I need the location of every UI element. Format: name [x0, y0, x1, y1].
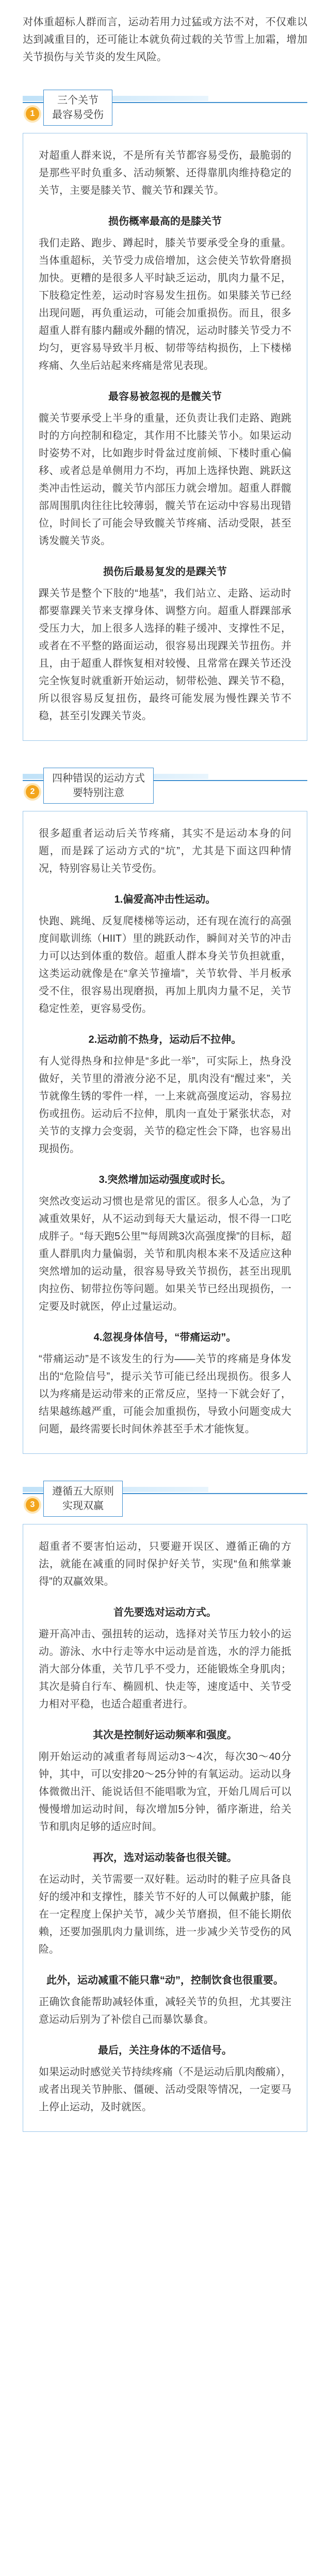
item-body: 如果运动时感觉关节持续疼痛（不是运动后肌肉酸痛），或者出现关节肿胀、僵硬、活动受限等情况，一定要马上停止运动，及时就医。 [39, 2066, 291, 2113]
item-body: 髋关节要承受上半身的重量，还负责让我们走路、跑跳时的方向控制和稳定，其作用不比膝关节小。如果运动时姿势不对，比如跑步时骨盆过度前倾、下楼时重心偏移、或者总是单侧用力不均，再加上选择快跑、跳跃这类冲击性运动，髋关节内部压力就会增加。超重人群髋部周围肌肉往往比较薄弱，髋关节在运动中容易出现错位，时间长了可能会导致髋关节疼痛、活动受限，甚至诱发髋关节炎。 [39, 413, 291, 547]
item-heading: 其次是控制好运动频率和强度。 [93, 1730, 237, 1741]
section-title [43, 1481, 123, 1517]
section-lead: 对超重人群来说，不是所有关节都容易受伤，最脆弱的是那些平时负重多、活动频繁、还得靠肌肉维持稳定的关节，主要是膝关节、髋关节和踝关节。 [39, 150, 291, 196]
section-title-line: 最容易受伤 [52, 109, 104, 121]
section-title-line: 要特别注意 [73, 787, 124, 799]
intro-paragraph: 对体重超标人群而言，运动若用力过猛或方法不对，不仅难以达到减重目的，还可能让本就负荷过载的关节雪上加霜，增加关节损伤与关节炎的发生风险。 [23, 16, 307, 63]
item-body: 刚开始运动的减重者每周运动3～4次，每次30～40分钟，其中，可以安排20～25分钟的有氧运动。运动以身体微微出汗、能说话但不能唱歌为宜，开始几周后可以慢慢增加运动时间，每次增加5分钟，循序渐进，给关节和肌肉足够的适应时间。 [39, 1751, 291, 1833]
section-3-card [23, 1524, 307, 2132]
item-body: 突然改变运动习惯也是常见的雷区。很多人心急，为了减重效果好，从不运动到每天大量运动，恨不得一口吃成胖子。“每天跑5公里”“每周跳3次高强度操”的目标，超重人群肌肉力量偏弱，关节和肌肉根本来不及适应这种突然增加的运动量，很容易导致关节损伤，甚至出现肌肉拉伤、韧带拉伤等问题。如果关节已经出现损伤，一定要及时就医，停止过量运动。 [39, 1196, 291, 1312]
section-title-line: 实现双赢 [62, 1500, 104, 1512]
section-title-line: 遵循五大原则 [52, 1486, 114, 1497]
item-body: 我们走路、跑步、蹲起时，膝关节要承受全身的重量。当体重超标，关节受力成倍增加，这会使关节软骨磨损加快。更糟的是很多人平时缺乏运动，肌肉力量不足，下肢稳定性差，运动时容易发生扭伤。如果膝关节已经出现问题，再负重运动，可能会加重损伤。而且，很多超重人群有膝内翻或外翻的情况，运动时膝关节受力不均匀，更容易导致半月板、韧带等结构损伤，上下楼梯疼痛、久坐后站起来疼痛是常见表现。 [39, 238, 291, 371]
item-heading: 首先要选对运动方式。 [113, 1607, 217, 1618]
item-heading: 损伤概率最高的是膝关节 [108, 216, 222, 227]
section-title-line: 三个关节 [57, 95, 98, 106]
section-title-line: 四种错误的运动方式 [52, 773, 145, 784]
section-number-badge: 1 [26, 107, 39, 121]
item-heading: 损伤后最易复发的是踝关节 [103, 566, 227, 578]
section-lead: 超重者不要害怕运动，只要避开误区、遵循正确的方法，就能在减重的同时保护好关节，实现“鱼和熊掌兼得”的双赢效果。 [39, 1541, 291, 1587]
section-3-header [23, 1468, 307, 1524]
item-heading: 3.突然增加运动强度或时长。 [98, 1174, 232, 1185]
item-body: 正确饮食能帮助减轻体重，减轻关节的负担，尤其要注意运动后别为了补偿自己而暴饮暴食。 [39, 1996, 291, 2025]
item-heading: 2.运动前不热身，运动后不拉伸。 [88, 1034, 242, 1045]
item-body: 有人觉得热身和拉伸是“多此一举”，可实际上，热身没做好，关节里的滑液分泌不足，肌肉没有“醒过来”，关节就像生锈的零件一样，一上来就高强度运动，容易拉伤或扭伤。运动后不拉伸，肌肉一直处于紧张状态，对关节的支撑力会变弱，关节的稳定性会下降，也容易出现损伤。 [39, 1056, 291, 1155]
item-body: 踝关节是整个下肢的“地基”，我们站立、走路、运动时都要靠踝关节来支撑身体、调整方向。超重人群踝部承受压力大，加上很多人选择的鞋子缓冲、支撑性不足，或者在不平整的路面运动，很容易出现踝关节扭伤。并且，由于超重人群恢复相对较慢、且常常在踝关节还没完全恢复时就重新开始运动，韧带松弛、踝关节不稳，所以很容易反复扭伤，最终可能发展为慢性踝关节不稳，甚至引发踝关节炎。 [39, 588, 291, 722]
item-heading: 1.偏爱高冲击性运动。 [114, 894, 216, 905]
section-number-badge: 2 [26, 785, 39, 799]
section-2-header [23, 755, 307, 811]
section-title [43, 90, 112, 126]
section-number-badge: 3 [26, 1498, 39, 1512]
section-2-card [23, 811, 307, 1454]
section-lead: 很多超重者运动后关节疼痛，其实不是运动本身的问题，而是踩了运动方式的“坑”，尤其是下面这四种情况，特别容易让关节受伤。 [39, 828, 291, 874]
section-1-header [23, 77, 307, 133]
item-body: “带痛运动”是不该发生的行为——关节的疼痛是身体发出的“危险信号”，提示关节可能已经出现损伤。很多人以为疼痛是运动带来的正常反应，坚持一下就会好了，结果越练越严重，可能会加重损伤，导致小问题变成大问题，最终需要长时间休养甚至手术才能恢复。 [39, 1353, 291, 1435]
item-heading: 此外，运动减重不能只靠“动”，控制饮食也很重要。 [46, 1975, 284, 1986]
item-body: 避开高冲击、强扭转的运动，选择对关节压力较小的运动。游泳、水中行走等水中运动是首选，水的浮力能抵消大部分体重，关节几乎不受力，还能锻炼全身肌肉；其次是骑自行车、椭圆机、快走等，速度适中、关节受力相对平稳，也适合超重者进行。 [39, 1629, 291, 1710]
item-heading: 最后，关注身体的不适信号。 [98, 2045, 232, 2056]
item-heading: 最容易被忽视的是髋关节 [108, 391, 222, 402]
item-heading: 再次，选对运动装备也很关键。 [93, 1852, 237, 1863]
item-heading: 4.忽视身体信号，“带痛运动”。 [93, 1332, 237, 1343]
item-body: 在运动时，关节需要一双好鞋。运动时的鞋子应具备良好的缓冲和支撑性，膝关节不好的人可以佩戴护膝，能在一定程度上保护关节，减少关节磨损，但不能长期依赖，还要加强肌肉力量训练，进一步减少关节受伤的风险。 [39, 1874, 291, 1955]
section-1-card [23, 133, 307, 741]
section-title [43, 768, 154, 804]
item-body: 快跑、跳绳、反复爬楼梯等运动，还有现在流行的高强度间歇训练（HIIT）里的跳跃动作，瞬间对关节的冲击力可以达到体重的数倍。超重人群本身关节负担就重，这类运动就像是在“拿关节撞墙”，关节软骨、半月板承受不住，很容易出现磨损，再加上肌肉力量不足，关节稳定性差，更容易受伤。 [39, 916, 291, 1014]
